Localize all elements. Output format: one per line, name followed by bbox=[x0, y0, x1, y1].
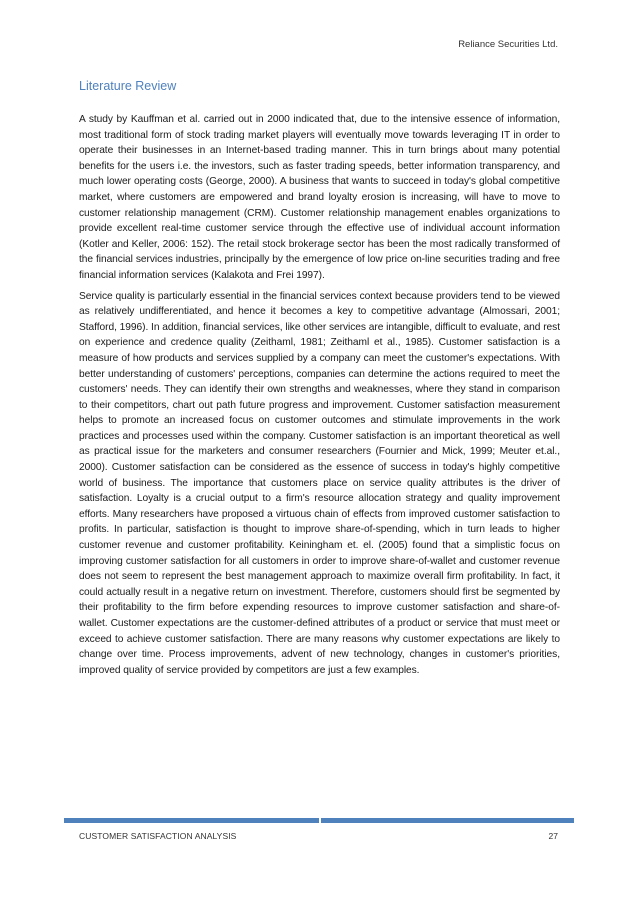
section-title: Literature Review bbox=[79, 79, 177, 93]
paragraph-2: Service quality is particularly essential in the financial services context because providers tend to be viewed as relatively undifferentiated, and hence it becomes a key to competitive advantage (Almossari, 2001; Stafford, 1996). In addition, financial services, like other services are intangible, difficult to evaluate, and rest on experience and credence quality (Zeithaml, 1981; Zeithaml et al., 1985). Customer satisfaction is a measure of how products and services supplied by a company can meet the customer's expectations. With better understanding of customers' perceptions, companies can determine the actions required to meet the customers' needs. They can identify their own strengths and weaknesses, where they stand in comparison to their competitors, chart out path future progress and improvement. Customer satisfaction measurement helps to promote an increased focus on customer outcomes and stimulate improvements in the work practices and processes used within the company. Customer satisfaction is an important theoretical as well as practical issue for the marketers and consumer researchers (Fournier and Mick, 1999; Meuter et.al., 2000). Customer satisfaction can be considered as the essence of success in today's highly competitive world of business. The importance that customers place on service quality attributes is the driver of satisfaction. Loyalty is a crucial output to a firm's resource allocation strategy and quality improvement efforts. Many researchers have proposed a virtuous chain of effects from improved customer satisfaction to profits. In particular, satisfaction is thought to improve share-of-spending, which in turn leads to higher customer revenue and customer profitability. Keiningham et. el. (2005) found that a simplistic focus on improving customer satisfaction for all customers in order to improve share-of-wallet and customer revenue does not seem to represent the best management approach to maximize overall firm profitability. In fact, it could actually result in a negative return on investment. Therefore, customers should first be segmented by their profitability to the firm before expending resources to improve customer satisfaction and share-of-wallet. Customer expectations are the customer-defined attributes of a product or service that must meet or exceed to achieve customer satisfaction. There are many reasons why customer expectations are likely to change over time. Process improvements, advent of new technology, changes in customer's priorities, improved quality of service provided by competitors are just a few examples. bbox=[79, 290, 560, 676]
footer-rule bbox=[64, 818, 574, 823]
body-text bbox=[79, 112, 560, 683]
footer-title: CUSTOMER SATISFACTION ANALYSIS bbox=[79, 831, 237, 841]
running-header: Reliance Securities Ltd. bbox=[458, 39, 558, 50]
footer-rule-divider bbox=[319, 818, 321, 823]
paragraph-1: A study by Kauffman et al. carried out in 2000 indicated that, due to the intensive essence of information, most traditional form of stock trading market players will eventually move towards leveraging IT in order to operate their businesses in an Internet-based trading manner. This in turn brings about many potential benefits for the users i.e. the investors, such as faster trading speeds, better information transparency, and much lower operating costs (George, 2000). A business that wants to succeed in today's global competitive market, where customers are empowered and brand loyalty erosion is increasing, will have to move to customer relationship management (CRM). Customer relationship management enables organizations to provide excellent real-time customer service through the effective use of individual account information (Kotler and Keller, 2006: 152). The retail stock brokerage sector has been the most radically transformed of the financial services industries, principally by the emergence of low price on-line securities trading and free financial information services (Kalakota and Frei 1997). bbox=[79, 114, 560, 281]
page-number: 27 bbox=[548, 831, 558, 841]
